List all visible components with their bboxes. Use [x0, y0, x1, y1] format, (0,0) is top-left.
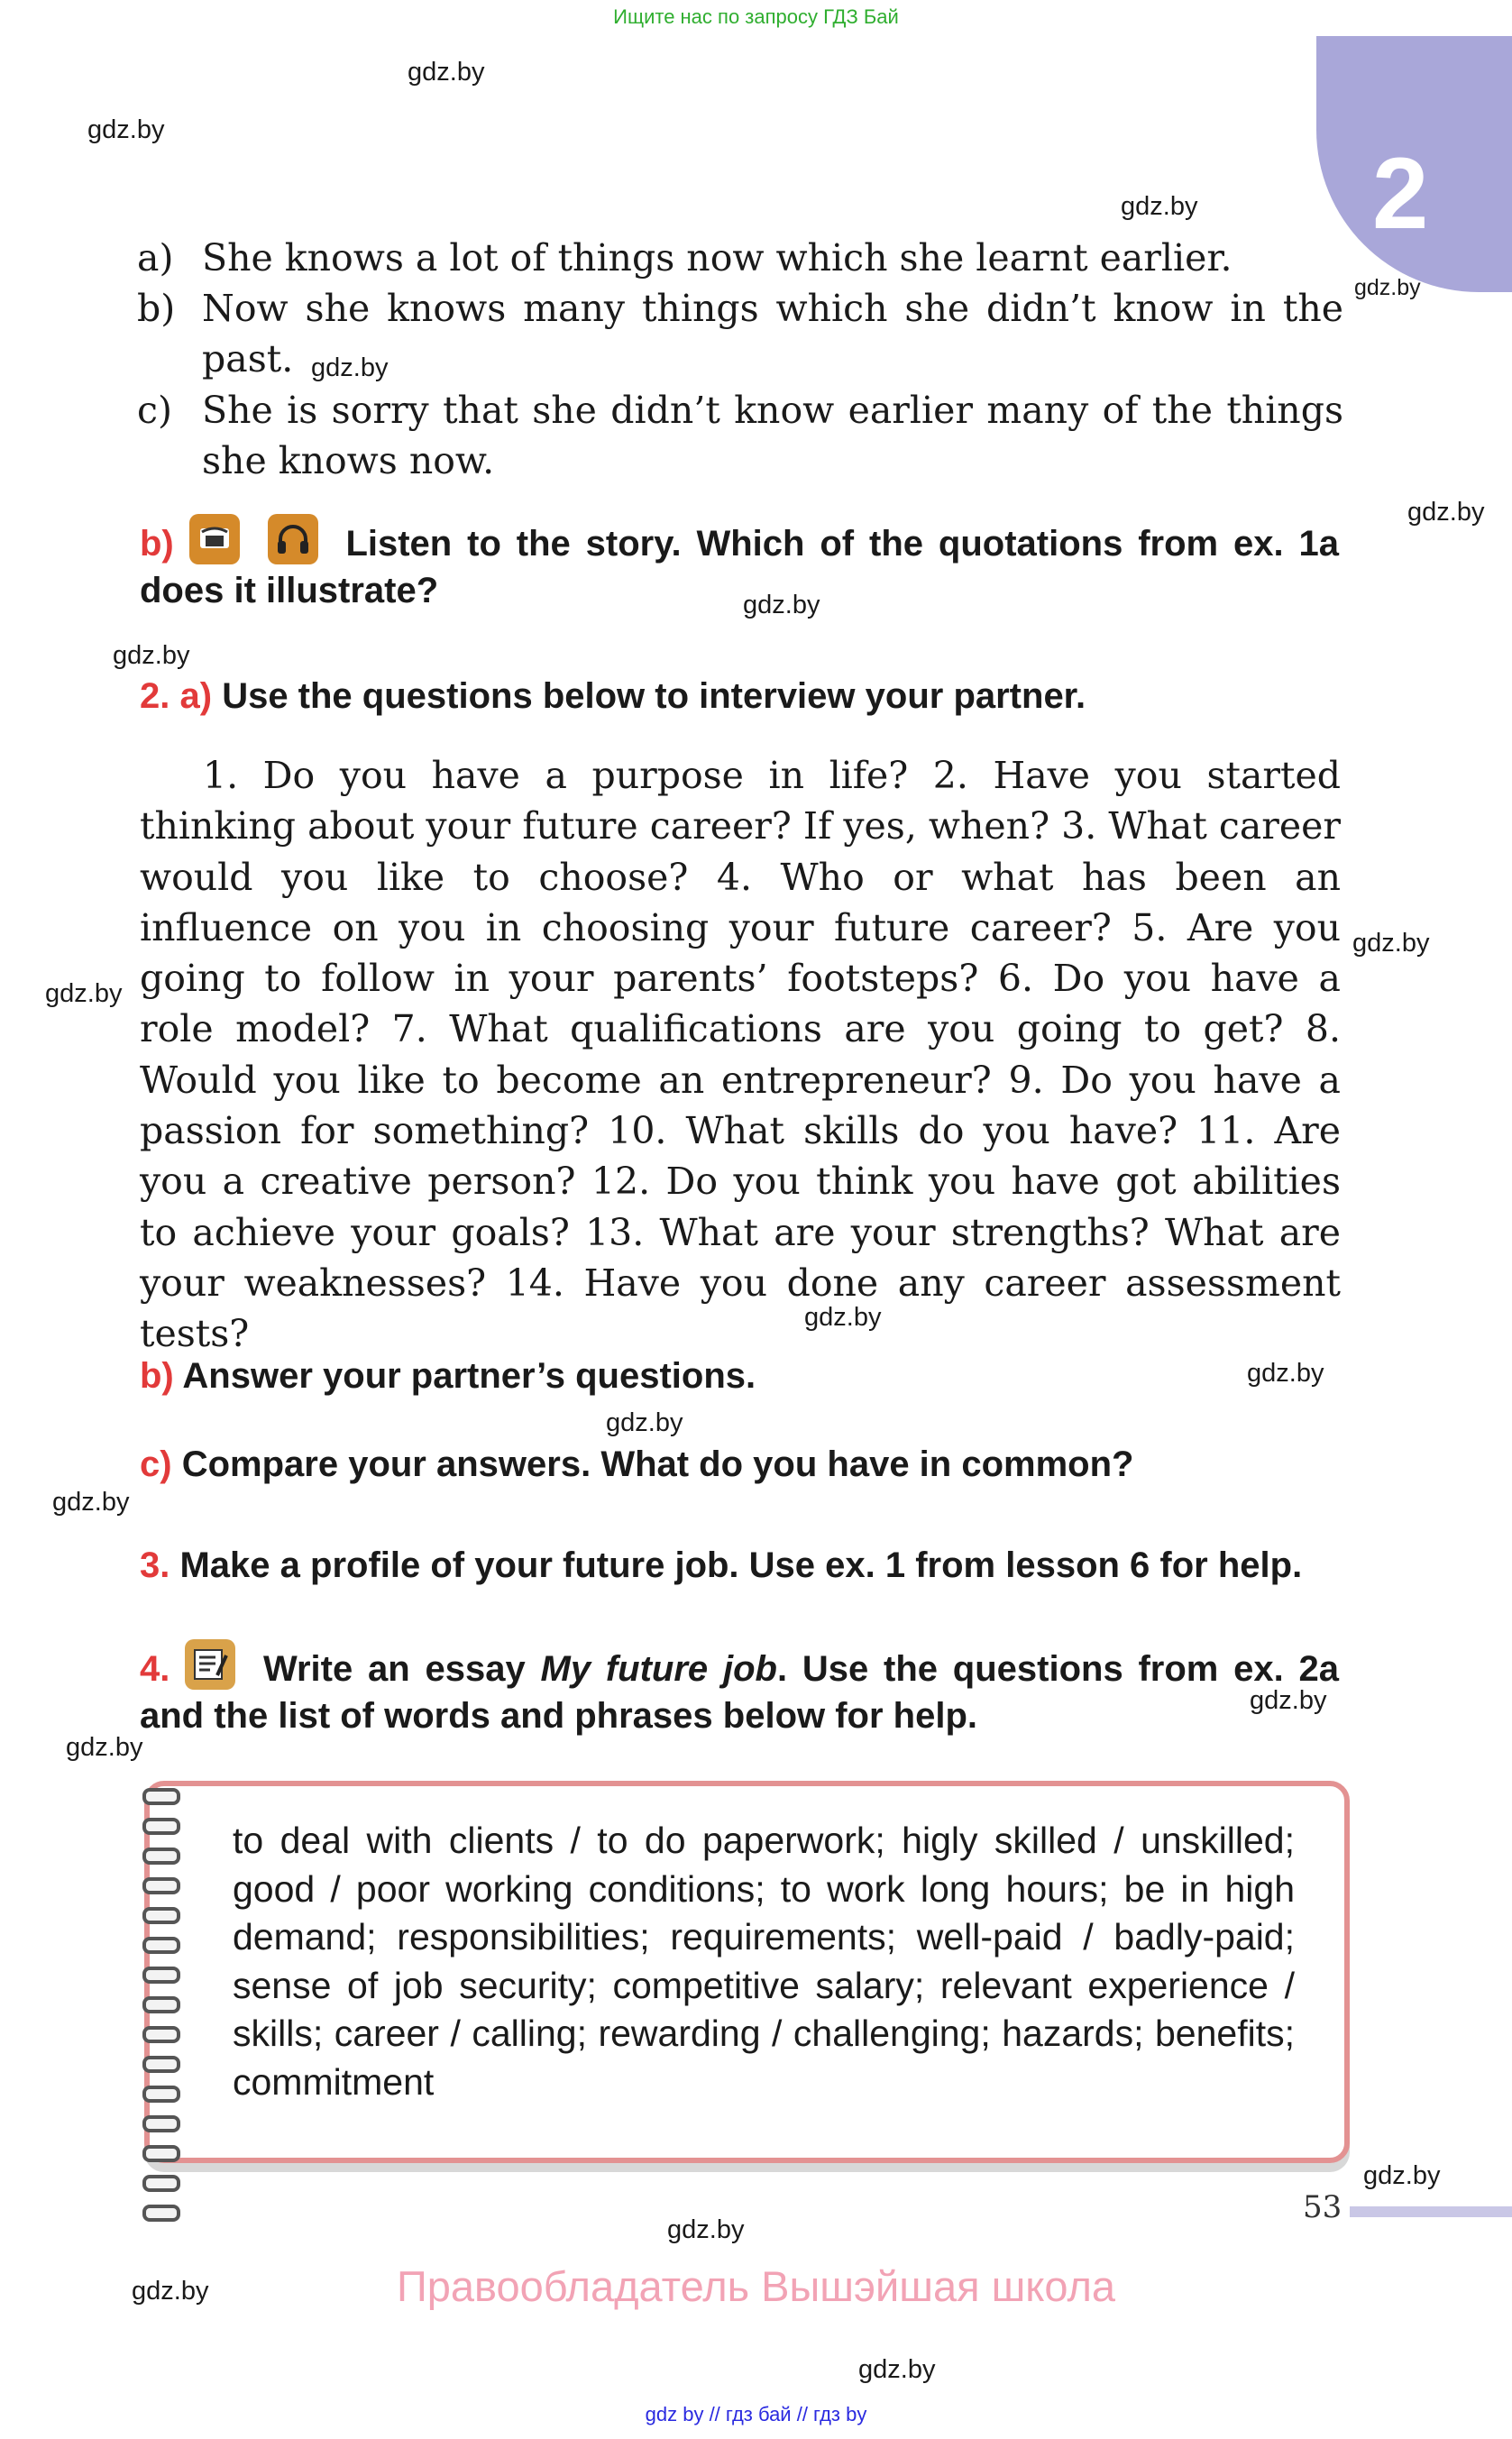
watermark: gdz.by — [1247, 1359, 1324, 1388]
watermark: gdz.by — [667, 2215, 745, 2244]
watermark: gdz.by — [743, 591, 820, 619]
bottom-links[interactable]: gdz by // гдз бай // гдз by — [645, 2403, 867, 2425]
essay-title: My future job — [540, 1649, 777, 1689]
task-text: Make a profile of your future job. Use ex. 1 from lesson 6 for help. — [179, 1545, 1303, 1585]
task-text: Compare your answers. What do you have in common? — [181, 1444, 1134, 1484]
page-number: 53 — [1303, 2189, 1342, 2225]
option-a — [137, 233, 1343, 283]
option-label: a) — [137, 236, 174, 280]
task-label: b) — [140, 524, 174, 564]
writing-icon — [185, 1639, 235, 1690]
copyright-note: Правообладатель Вышэйшая школа — [396, 2262, 1116, 2310]
watermark: gdz.by — [87, 115, 165, 144]
unit-number: 2 — [1372, 137, 1429, 250]
headphones-icon — [268, 514, 318, 564]
option-b — [137, 283, 1343, 384]
watermark: gdz.by — [311, 353, 389, 382]
task-number: 2. — [140, 676, 170, 716]
watermark: gdz.by — [858, 2355, 936, 2384]
task-2b — [140, 1352, 1339, 1399]
notebook-spiral — [142, 1788, 188, 2131]
reading-icon — [189, 514, 240, 564]
task-text: Answer your partner’s questions. — [182, 1356, 756, 1396]
task-3 — [140, 1542, 1348, 1589]
option-label: b) — [137, 287, 176, 330]
watermark: gdz.by — [1363, 2161, 1441, 2190]
watermark: gdz.by — [1250, 1686, 1327, 1715]
option-text: She knows a lot of things now which she learnt earlier. — [202, 236, 1233, 280]
task-2a — [140, 673, 1339, 720]
option-label: c) — [137, 389, 172, 432]
watermark: gdz.by — [1121, 192, 1198, 221]
task-1b — [140, 514, 1339, 614]
task-text: Use the questions below to interview your partner. — [222, 676, 1086, 716]
watermark: gdz.by — [113, 641, 190, 670]
watermark: gdz.by — [1352, 929, 1430, 958]
task-2c — [140, 1441, 1339, 1488]
option-text: She is sorry that she didn’t know earlier many of the things she knows now. — [202, 389, 1343, 482]
watermark: gdz.by — [45, 979, 123, 1008]
questions-paragraph: 1. Do you have a purpose in life? 2. Have you started thinking about your future career? If yes, when? 3. What career would you like to choose? 4. Who or what has been an influence on you in choosing your future career? 5. Are you going to follow in your parents’ footsteps? 6. Do you have a role model? 7. What qualifications are you going to get? 8. Would you like to become an entrepreneur? 9. Do you have a passion for something? 10. What skills do you have? 11. Are you a creative person? 12. Do you think you have got abilities to achieve your goals? 13. What are your strengths? What are your weaknesses? 14. Have you done any career assessment tests? — [140, 754, 1341, 1356]
page-bar — [1350, 2206, 1512, 2217]
task-number: 3. — [140, 1545, 170, 1585]
word-list: to deal with clients / to do paperwork; higly skilled / unskilled; good / poor working conditions; to work long hours; be in high demand; responsibilities; requirements; well-paid / badly-paid; sense of job security; competitive salary; relevant experience / skills; career / calling; rewarding / challenging; hazards; benefits; commitment — [233, 1820, 1295, 2103]
watermark: gdz.by — [408, 58, 485, 87]
watermark: gdz.by — [66, 1733, 143, 1762]
task-text: Write an essay — [262, 1649, 541, 1689]
task-number: 4. — [140, 1649, 170, 1689]
task-label: b) — [140, 1356, 174, 1396]
watermark: gdz.by — [1407, 498, 1485, 527]
task-4 — [140, 1639, 1339, 1739]
task-text: Listen to the story. Which of the quotations from ex. 1a does it illustrate? — [140, 524, 1339, 610]
watermark: gdz.by — [606, 1408, 683, 1437]
watermark: gdz.by — [132, 2277, 209, 2306]
watermark: gdz.by — [52, 1488, 130, 1517]
task-label: a) — [179, 676, 213, 716]
task-label: c) — [140, 1444, 172, 1484]
top-note: Ищите нас по запросу ГДЗ Бай — [613, 5, 899, 28]
watermark: gdz.by — [1354, 275, 1421, 300]
option-c — [137, 385, 1343, 486]
option-text: Now she knows many things which she didn’t know in the past. — [202, 287, 1343, 381]
task-text: . Use the questions from ex. 2a and the list of words and phrases below for help. — [140, 1649, 1340, 1736]
watermark: gdz.by — [804, 1303, 882, 1332]
